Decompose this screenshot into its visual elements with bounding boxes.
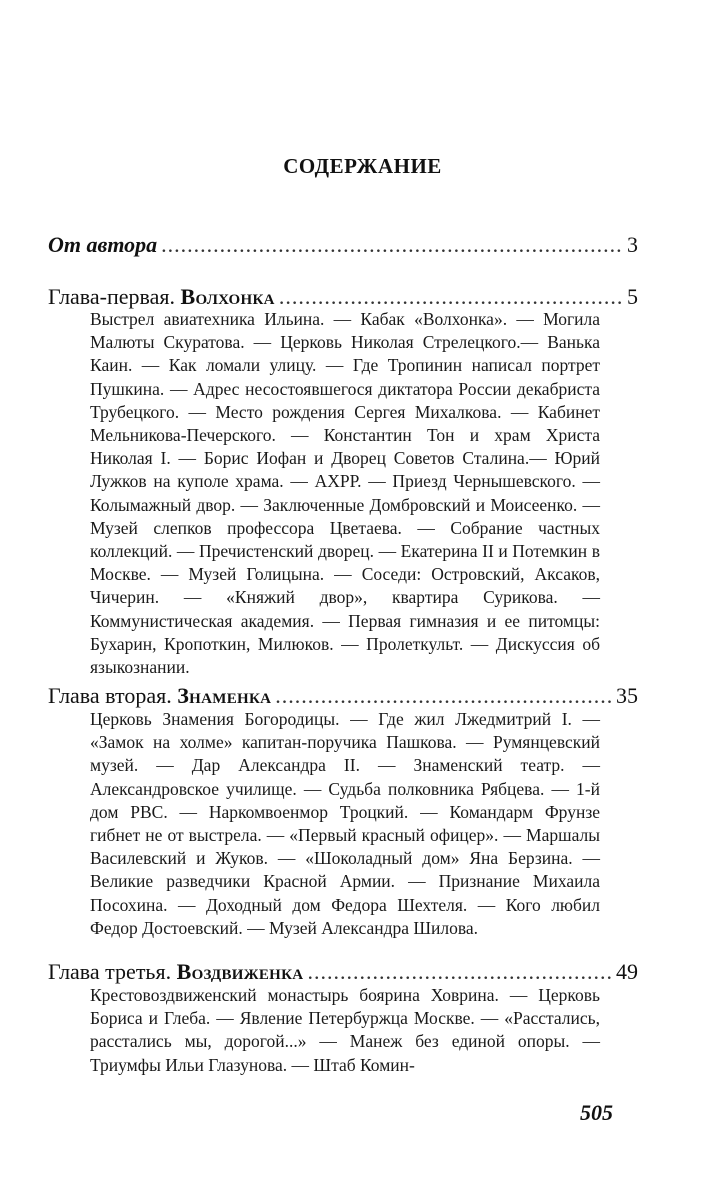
- toc-entry-prefix: Глава вторая.: [48, 683, 178, 708]
- toc-entry-description: Выстрел авиатехника Ильина. — Кабак «Волхонка». — Могила Малюты Скуратова. — Церковь Николая Стрелецкого.— Ванька Каин. — Как ломали улицу. — Где Тропинин написал портрет Пушкина. — Адрес несостоявшегося диктатора России декабриста Трубецкого. — Место рождения Сергея Михалкова. — Кабинет Мельникова-Печерского. — Константин Тон и храм Христа Николая I. — Борис Иофан и Дворец Советов Сталина.— Юрий Лужков на куполе храма. — АХРР. — Приезд Чернышевского. — Колымажный двор. — Заключенные Домбровский и Моисеенко. — Музей слепков профессора Цветаева. — Собрание частных коллекций. — Пречистенский дворец. — Екатерина II и Потемкин в Москве. — Музей Голицына. — Соседи: Островский, Аксаков, Чичерин. — «Княжий двор», квартира Сурикова. — Коммунистическая академия. — Первая гимназия и ее питомцы: Бухарин, Кропоткин, Милюков. — Пролеткульт. — Дискуссия об языкознании.: [90, 309, 600, 678]
- toc-entry-title: Знаменка: [177, 683, 272, 708]
- toc-entry-description: Церковь Знамения Богородицы. — Где жил Лжедмитрий I. — «Замок на холме» капитан-поручика Пашкова. — Румянцевский музей. — Дар Александра II. — Знаменский театр. — Александровское училище. — Судьба полковника Рябцева. — 1-й дом РВС. — Наркомвоенмор Троцкий. — Командарм Фрунзе гибнет не от выстрела. — «Первый красный офицер». — Маршалы Василевский и Жуков. — «Шоколадный дом» Яна Берзина. — Великие разведчики Красной Армии. — Признание Михаила Посохина. — Доходный дом Федора Шехтеля. — Кого любил Федор Достоевский. — Музей Александра Шилова.: [90, 709, 600, 938]
- toc-entry-page: 35: [616, 683, 638, 708]
- toc-entry-prefix: Глава-первая.: [48, 284, 181, 309]
- toc-entry-page: 5: [627, 284, 638, 309]
- toc-leader-dots: [279, 284, 623, 310]
- page-title: СОДЕРЖАНИЕ: [283, 154, 442, 178]
- toc-entry-chapter-1[interactable]: [48, 284, 638, 310]
- toc-entry-description: Крестовоздвиженский монастырь боярина Ховрина. — Церковь Бориса и Глеба. — Явление Петербуржца Москве. — «Расстались, расстались мы, дорогой...» — Манеж без единой опоры. — Триумфы Ильи Глазунова. — Штаб Комин-: [90, 985, 600, 1075]
- toc-entry-title: От автора: [48, 232, 158, 257]
- toc-entry-title: Волхонка: [180, 284, 275, 309]
- toc-entry-prefix: Глава третья.: [48, 959, 177, 984]
- toc-entry-chapter-3[interactable]: [48, 959, 638, 985]
- toc-leader-dots: [161, 232, 623, 258]
- toc-entry-chapter-2[interactable]: [48, 683, 638, 709]
- toc-leader-dots: [275, 683, 612, 709]
- toc-entry-author[interactable]: [48, 232, 638, 258]
- page-number: 505: [580, 1100, 613, 1125]
- toc-entry-page: 3: [627, 232, 638, 257]
- toc-entry-page: 49: [616, 959, 638, 984]
- toc-entry-title: Воздвиженка: [176, 959, 304, 984]
- toc-leader-dots: [307, 959, 612, 985]
